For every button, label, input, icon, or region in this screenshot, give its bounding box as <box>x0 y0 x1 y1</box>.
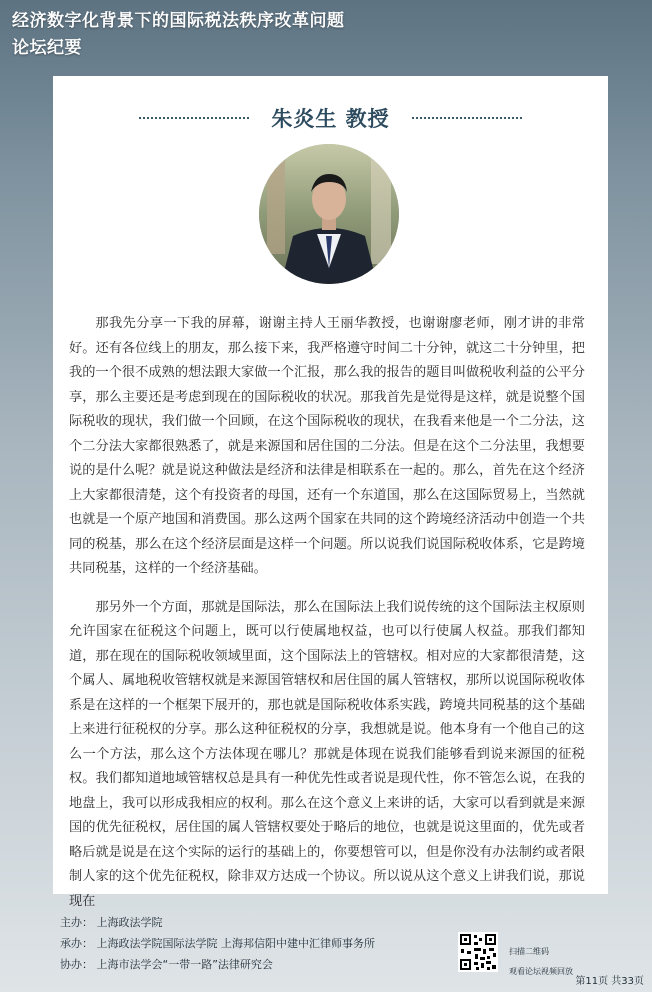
qr-caption <box>509 942 573 982</box>
right-dotted-divider <box>412 117 522 119</box>
qr-code-icon <box>458 932 498 972</box>
transcript-paragraph: 那我先分享一下我的屏幕，谢谢主持人王丽华教授，也谢谢廖老师，刚才讲的非常好。还有各位线上的朋友，那么接下来，我严格遵守时间二十分钟，就这二十分钟里，把我的一个很不成熟的想法跟大家做一个汇报，那么我的报告的题目叫做税收利益的公平分享，那么主要还是考虑到现在的国际税收的状况。那我首先是觉得是这样，就是说整个国际税收的现状，我们做一个回顾，在这个国际税收的现状，在我看来他是一个二分法，这个二分法大家都很熟悉了，就是来源国和居住国的二分法。但是在这个二分法里，我想要说的是什么呢？就是说这种做法是经济和法律是相联系在一起的。那么，首先在这个经济上大家都很清楚，这个有投资者的母国，还有一个东道国，那么在这国际贸易上，当然就也就是一个原产地国和消费国。那么这两个国家在共同的这个跨境经济活动中创造一个共同的税基，那么在这个经济层面是这样一个问题。所以说我们说国际税收体系，它是跨境共同税基，这样的一个经济基础。 <box>69 316 585 576</box>
qr-caption-line-2: 观看论坛视频回放 <box>509 967 573 976</box>
content-card <box>53 76 608 909</box>
organizer-line: 承办： 上海政法学院国际法学院 上海邦信阳中建中汇律师事务所 <box>60 937 375 950</box>
page-number: 第11页 共33页 <box>575 976 644 987</box>
speaker-name: 朱炎生 教授 <box>271 107 390 131</box>
left-dotted-divider <box>139 117 249 119</box>
page-title-line-2: 论坛纪要 <box>12 38 82 58</box>
qr-code[interactable] <box>458 932 498 972</box>
speaker-portrait <box>259 144 399 284</box>
speaker-heading <box>53 100 608 136</box>
host-line: 主办： 上海政法学院 <box>60 916 163 929</box>
qr-caption-line-1: 扫描二维码 <box>509 947 549 956</box>
organizer-info <box>60 912 480 975</box>
page-title <box>12 8 632 62</box>
co-organizer-line: 协办： 上海市法学会“一带一路”法律研究会 <box>60 958 273 971</box>
speaker-portrait-illustration <box>259 144 399 284</box>
page-title-line-1: 经济数字化背景下的国际税法秩序改革问题 <box>12 11 345 31</box>
transcript-paragraph: 那另外一个方面，那就是国际法，那么在国际法上我们说传统的这个国际法主权原则允许国家在征税这个问题上，既可以行使属地权益，也可以行使属人权益。那我们都知道，那在现在的国际税收领域里面，这个国际法上的管辖权。相对应的大家都很清楚，这个属人、属地税收管辖权就是来源国管辖权和居住国的属人管辖权，那所以说国际税收体系是在这样的一个框架下展开的，那也就是国际税收体系实践，跨境共同税基的这个基础上来进行征税权的分享。那么这种征税权的分享，我想就是说。他本身有一个他自己的这么一个方法，那么这个方法体现在哪儿？那就是体现在说我们能够看到说来源国的征税权。我们都知道地域管辖权总是具有一种优先性或者说是现代性，你不管怎么说，在我的地盘上，我可以形成我相应的权利。那么在这个意义上来讲的话，大家可以看到就是来源国的优先征税权，居住国的属人管辖权要处于略后的地位，也就是说这里面的，优先或者略后就是说是在这个实际的运行的基础上的，你要想管可以，但是你没有办法制约或者限制人家的这个优先征税权，除非双方达成一个协议。所以说从这个意义上讲我们说，那说现在 <box>69 599 585 909</box>
transcript-body <box>69 312 585 914</box>
